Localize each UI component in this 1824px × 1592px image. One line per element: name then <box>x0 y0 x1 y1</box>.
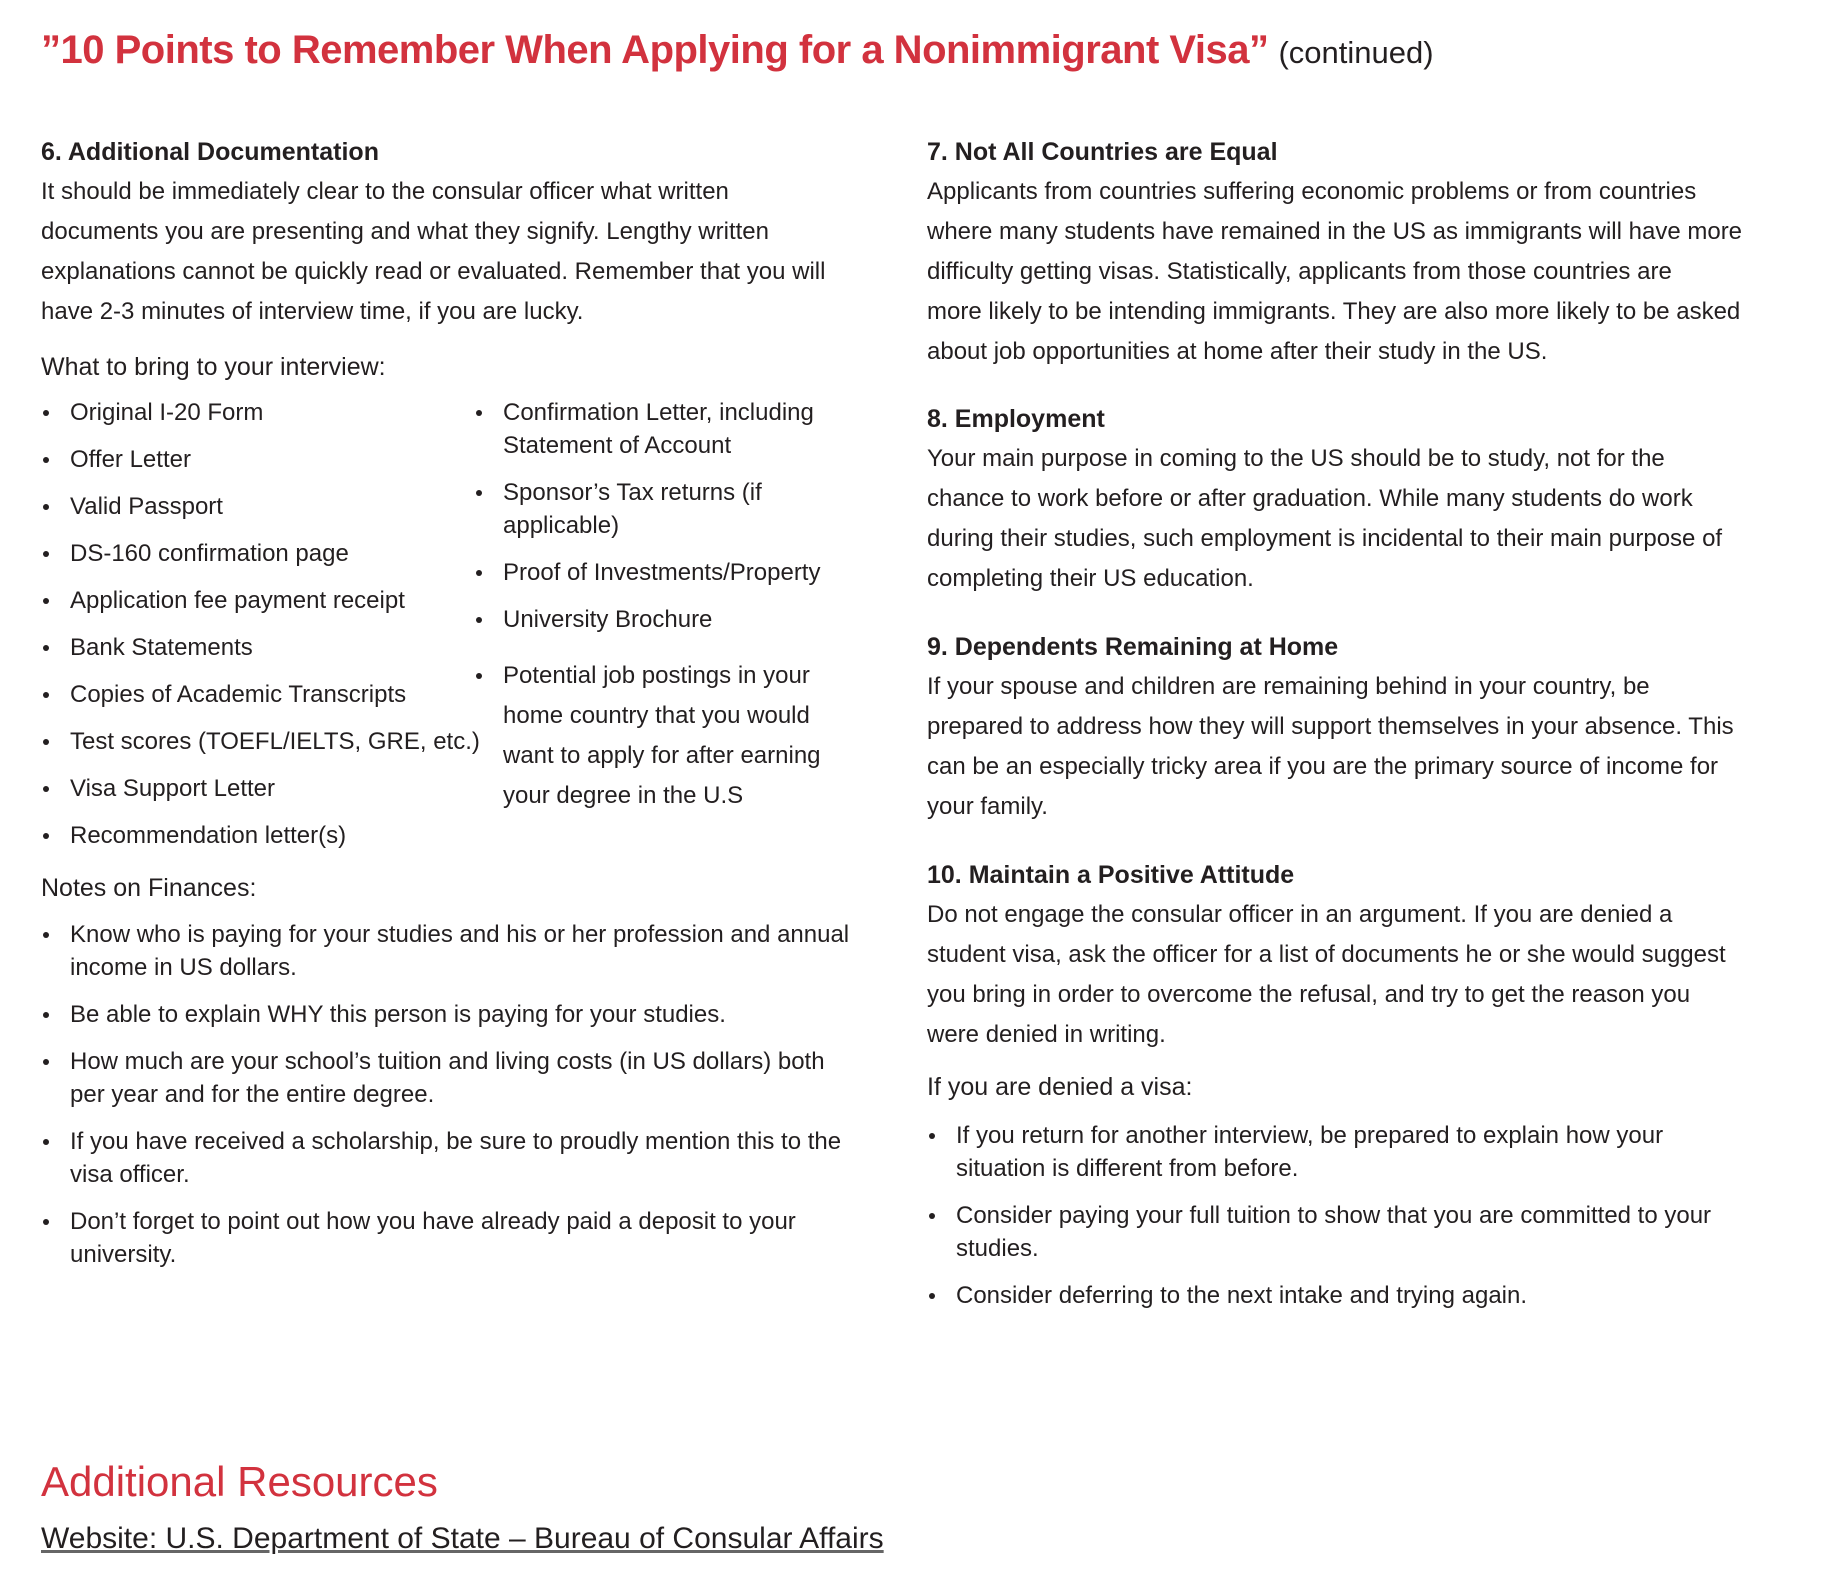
text-line: Applicants from countries suffering economic problems or from countries <box>927 178 1697 205</box>
section-8 <box>927 399 1722 599</box>
text-line: Your main purpose in coming to the US should be to study, not for the <box>927 445 1665 472</box>
text-line: Consider deferring to the next intake and trying again. <box>956 1282 1528 1309</box>
list-item <box>927 1119 1711 1185</box>
text-line: about job opportunities at home after their study in the US. <box>927 338 1548 365</box>
list-item: DS-160 confirmation page <box>41 537 480 570</box>
finances-label: Notes on Finances: <box>41 874 257 902</box>
text-line: were denied in writing. <box>927 1021 1166 1048</box>
title-main: ”10 Points to Remember When Applying for a Nonimmigrant Visa” <box>41 28 1269 72</box>
list-item <box>474 396 821 462</box>
list-item: Offer Letter <box>41 443 480 476</box>
list-item: Application fee payment receipt <box>41 584 480 617</box>
denied-list <box>927 1119 1711 1326</box>
section-6 <box>41 132 825 332</box>
section-heading: 8. Employment <box>927 405 1105 433</box>
text-line: prepared to address how they will support themselves in your absence. This <box>927 713 1734 740</box>
list-item <box>927 1279 1711 1312</box>
text-line: your degree in the U.S <box>503 782 744 809</box>
text-line: difficulty getting visas. Statistically, applicants from those countries are <box>927 258 1672 285</box>
list-item: Recommendation letter(s) <box>41 819 480 852</box>
list-item <box>41 1205 849 1271</box>
bring-list-1 <box>41 396 480 866</box>
text-line: chance to work before or after graduation. While many students do work <box>927 485 1693 512</box>
list-item <box>41 1045 849 1111</box>
text-line: documents you are presenting and what they signify. Lengthy written <box>41 218 769 245</box>
text-line: you bring in order to overcome the refusal, and try to get the reason you <box>927 981 1691 1008</box>
list-item <box>41 998 849 1031</box>
text-line: your family. <box>927 793 1048 820</box>
text-line: during their studies, such employment is incidental to their main purpose of <box>927 525 1723 552</box>
text-line: have 2-3 minutes of interview time, if you are lucky. <box>41 298 584 325</box>
text-line: more likely to be intending immigrants. They are also more likely to be asked <box>927 298 1741 325</box>
section-heading: 9. Dependents Remaining at Home <box>927 633 1339 661</box>
text-line: completing their US education. <box>927 565 1254 592</box>
list-item <box>474 603 821 636</box>
section-paragraph <box>927 667 1734 827</box>
section-heading: 10. Maintain a Positive Attitude <box>927 861 1295 889</box>
text-line: If you have received a scholarship, be sure to proudly mention this to the <box>70 1128 842 1155</box>
text-line: Don’t forget to point out how you have already paid a deposit to your <box>70 1208 796 1235</box>
finances-list <box>41 918 849 1285</box>
text-line: University Brochure <box>503 606 713 633</box>
text-line: studies. <box>956 1235 1039 1262</box>
section-heading: 7. Not All Countries are Equal <box>927 138 1278 166</box>
list-item: Valid Passport <box>41 490 480 523</box>
title-suffix: (continued) <box>1278 35 1434 70</box>
text-line: want to apply for after earning <box>503 742 821 769</box>
list-item <box>41 1125 849 1191</box>
text-line: student visa, ask the officer for a list of documents he or she would suggest <box>927 941 1726 968</box>
text-line: Sponsor’s Tax returns (if <box>503 479 762 506</box>
text-line: university. <box>70 1241 177 1268</box>
section-9 <box>927 627 1734 827</box>
text-line: where many students have remained in the US as immigrants will have more <box>927 218 1743 245</box>
text-line: Confirmation Letter, including <box>503 399 814 426</box>
text-line: situation is different from before. <box>956 1155 1299 1182</box>
list-item <box>474 476 821 542</box>
text-line: Proof of Investments/Property <box>503 559 821 586</box>
text-line: per year and for the entire degree. <box>70 1081 435 1108</box>
bring-list-2 <box>474 396 821 830</box>
section-paragraph <box>927 172 1742 372</box>
denied-label: If you are denied a visa: <box>927 1073 1193 1101</box>
text-line: visa officer. <box>70 1161 190 1188</box>
text-line: applicable) <box>503 512 620 539</box>
section-10 <box>927 855 1726 1055</box>
text-line: Consider paying your full tuition to show that you are committed to your <box>956 1202 1712 1229</box>
list-item <box>41 918 849 984</box>
section-paragraph <box>927 895 1726 1055</box>
text-line: If you return for another interview, be prepared to explain how your <box>956 1122 1664 1149</box>
text-line: Be able to explain WHY this person is paying for your studies. <box>70 1001 726 1028</box>
list-item: Copies of Academic Transcripts <box>41 678 480 711</box>
text-line: home country that you would <box>503 702 810 729</box>
list-item <box>927 1199 1711 1265</box>
text-line: can be an especially tricky area if you are the primary source of income for <box>927 753 1719 780</box>
section-paragraph <box>927 439 1722 599</box>
resources-heading: Additional Resources <box>41 1458 438 1505</box>
section-7 <box>927 132 1742 372</box>
text-line: Know who is paying for your studies and his or her profession and annual <box>70 921 850 948</box>
text-line: How much are your school’s tuition and living costs (in US dollars) both <box>70 1048 825 1075</box>
text-line: It should be immediately clear to the consular officer what written <box>41 178 729 205</box>
text-line: Do not engage the consular officer in an argument. If you are denied a <box>927 901 1673 928</box>
list-item <box>474 656 821 816</box>
bring-label: What to bring to your interview: <box>41 353 386 381</box>
list-item: Bank Statements <box>41 631 480 664</box>
list-item: Test scores (TOEFL/IELTS, GRE, etc.) <box>41 725 480 758</box>
text-line: explanations cannot be quickly read or evaluated. Remember that you will <box>41 258 826 285</box>
list-item: Original I-20 Form <box>41 396 480 429</box>
state-department-link[interactable]: Website: U.S. Department of State – Bureau of Consular Affairs <box>41 1522 884 1555</box>
text-line: Statement of Account <box>503 432 732 459</box>
text-line: income in US dollars. <box>70 954 297 981</box>
list-item: Visa Support Letter <box>41 772 480 805</box>
section-paragraph <box>41 172 825 332</box>
text-line: If your spouse and children are remaining behind in your country, be <box>927 673 1650 700</box>
list-item <box>474 556 821 589</box>
section-heading: 6. Additional Documentation <box>41 138 379 166</box>
page-title <box>41 28 1434 73</box>
text-line: Potential job postings in your <box>503 662 810 689</box>
